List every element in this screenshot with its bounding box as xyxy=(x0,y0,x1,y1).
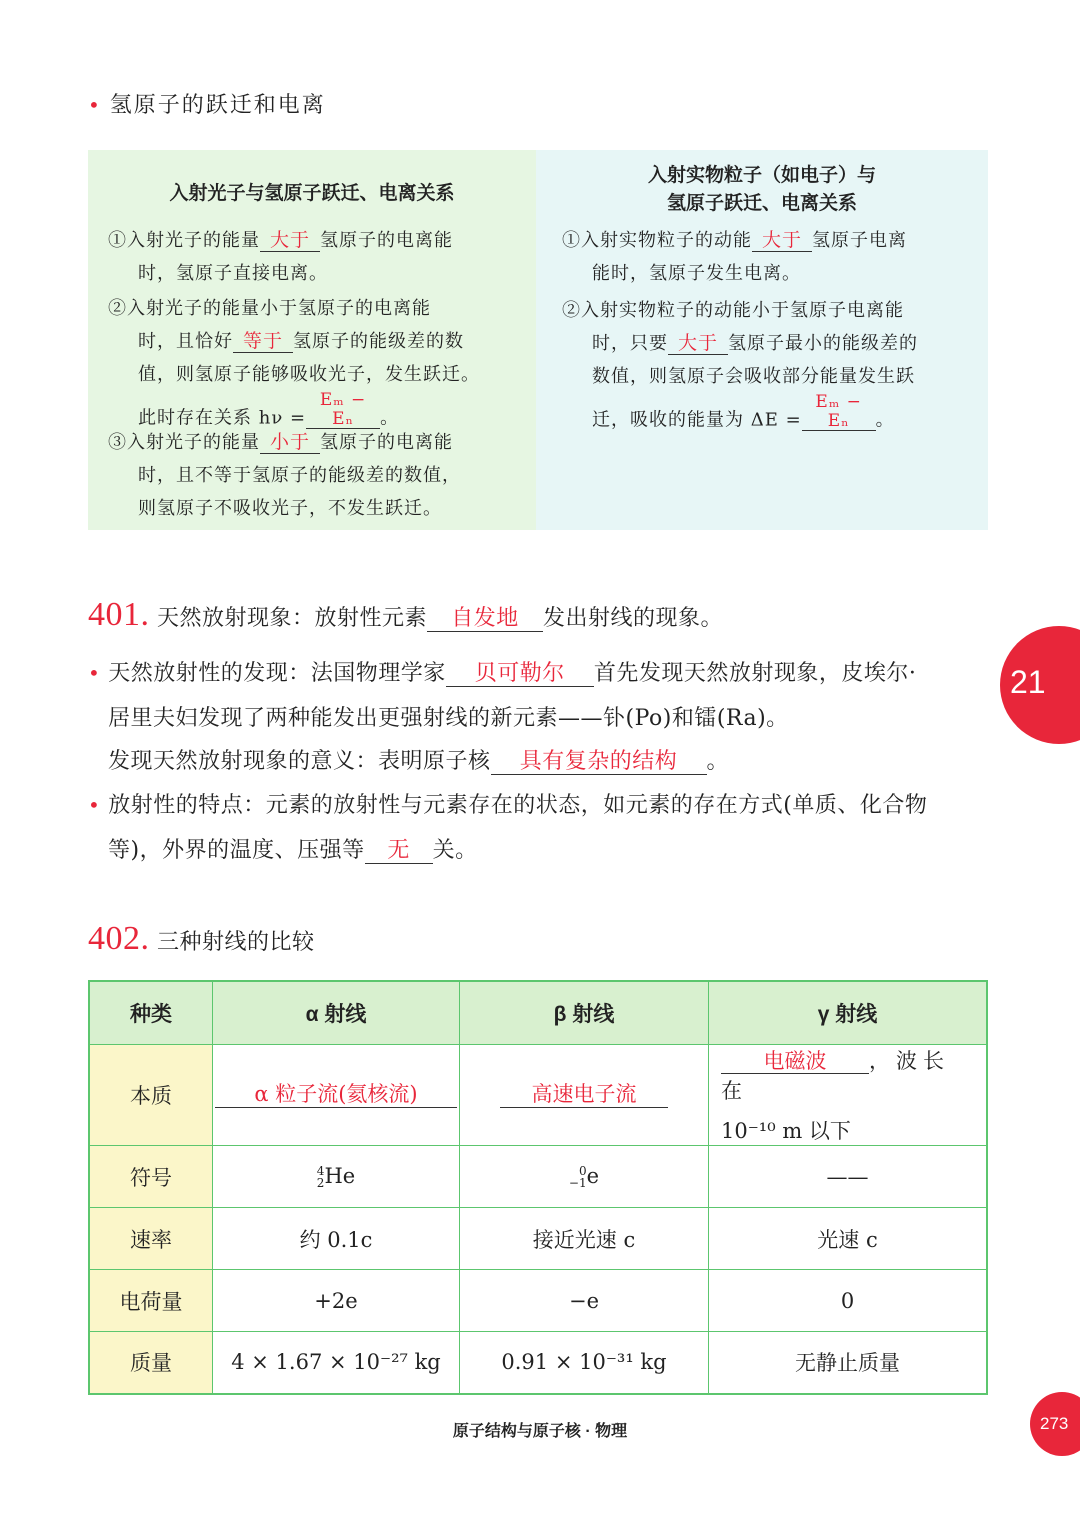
photon-panel-title: 入射光子与氢原子跃迁、电离关系 xyxy=(169,183,455,204)
rays-table xyxy=(88,980,988,1395)
table-cell: 4 × 1.67 × 10⁻²⁷ kg xyxy=(213,1332,460,1394)
table-cell: —— xyxy=(709,1146,988,1208)
row-label: 本质 xyxy=(89,1045,213,1146)
table-cell: 约 0.1c xyxy=(213,1208,460,1270)
feature-paragraph: • 放射性的特点：元素的放射性与元素存在的状态，如元素的存在方式(单质、化合物 等)，外界的温度、压强等 无 关。 xyxy=(88,793,928,863)
table-header-cell: β 射线 xyxy=(460,981,709,1045)
photon-item-3: ③入射光子的能量 小于 氢原子的电离能 时，且不等于氢原子的能级差的数值， 则氢原子不吸收光子，不发生跃迁。 xyxy=(108,431,461,519)
comparison-panels xyxy=(88,150,988,530)
page-footer: 原子结构与原子核 · 物理 xyxy=(452,1423,628,1440)
chapter-tab: 21 xyxy=(1000,626,1080,744)
page-number: 273 xyxy=(1030,1392,1080,1456)
table-header-cell: α 射线 xyxy=(213,981,460,1045)
table-cell: +2e xyxy=(213,1270,460,1332)
bullet-icon: • xyxy=(88,793,101,817)
table-row xyxy=(89,1208,987,1270)
table-cell: 无静止质量 xyxy=(709,1332,988,1394)
discovery-paragraph: • 天然放射性的发现：法国物理学家 贝可勒尔 首先发现天然放射现象，皮埃尔· 居里夫妇发现了两种能发出更强射线的新元素——钋(Po)和镭(Ra)。 xyxy=(88,661,917,732)
table-cell: 0 −1 e xyxy=(460,1146,709,1208)
particle-panel xyxy=(536,150,988,530)
particle-item-2: ②入射实物粒子的动能小于氢原子电离能 时，只要 大于 氢原子最小的能级差的 数值，则氢原子会吸收部分能量发生跃 迁，吸收的能量为 ΔE =Eₘ − Eₙ 。 xyxy=(562,300,918,431)
table-cell: 高速电子流 xyxy=(460,1045,709,1146)
table-header-cell: 种类 xyxy=(89,981,213,1045)
particle-item-1: ①入射实物粒子的动能 大于 氢原子电离 能时，氢原子发生电离。 xyxy=(562,229,907,284)
table-cell: 电磁波 ，波长在 10⁻¹⁰ m 以下 xyxy=(709,1045,988,1146)
table-cell: 光速 c xyxy=(709,1208,988,1270)
table-cell: α 粒子流(氦核流) xyxy=(213,1045,460,1146)
bullet-icon: • xyxy=(88,661,101,685)
row-label: 速率 xyxy=(89,1208,213,1270)
table-cell: 4 2 He xyxy=(213,1146,460,1208)
entry-401-line: 401. 天然放射现象：放射性元素 自发地 发出射线的现象。 xyxy=(88,596,724,633)
bullet-icon: • xyxy=(88,93,102,117)
particle-panel-title-1: 入射实物粒子（如电子）与 xyxy=(647,165,876,186)
entry-number: 401. xyxy=(88,596,150,633)
table-row xyxy=(89,1270,987,1332)
table-cell: −e xyxy=(460,1270,709,1332)
particle-panel-title-2: 氢原子跃迁、电离关系 xyxy=(666,193,857,214)
photon-panel xyxy=(88,150,536,530)
entry-number: 402. xyxy=(88,920,150,957)
table-header-cell: γ 射线 xyxy=(709,981,988,1045)
table-cell: 0 xyxy=(709,1270,988,1332)
photon-item-2: ②入射光子的能量小于氢原子的电离能 时，且恰好 等于 氢原子的能级差的数 值，则氢原子能够吸收光子，发生跃迁。 此时存在关系 hν =Eₘ − Eₙ 。 xyxy=(108,298,480,429)
table-header-row xyxy=(89,981,987,1045)
table-cell: 0.91 × 10⁻³¹ kg xyxy=(460,1332,709,1394)
row-label: 质量 xyxy=(89,1332,213,1394)
table-row xyxy=(89,1146,987,1208)
table-cell: 接近光速 c xyxy=(460,1208,709,1270)
entry-402-heading: 402. 三种射线的比较 xyxy=(88,920,315,957)
row-label: 电荷量 xyxy=(89,1270,213,1332)
meaning-line: 发现天然放射现象的意义：表明原子核 具有复杂的结构 。 xyxy=(108,749,730,774)
table-row xyxy=(89,1045,987,1146)
section-header: • 氢原子的跃迁和电离 xyxy=(88,93,326,118)
table-row xyxy=(89,1332,987,1394)
row-label: 符号 xyxy=(89,1146,213,1208)
photon-item-1: ①入射光子的能量 大于 氢原子的电离能 时，氢原子直接电离。 xyxy=(108,229,453,284)
